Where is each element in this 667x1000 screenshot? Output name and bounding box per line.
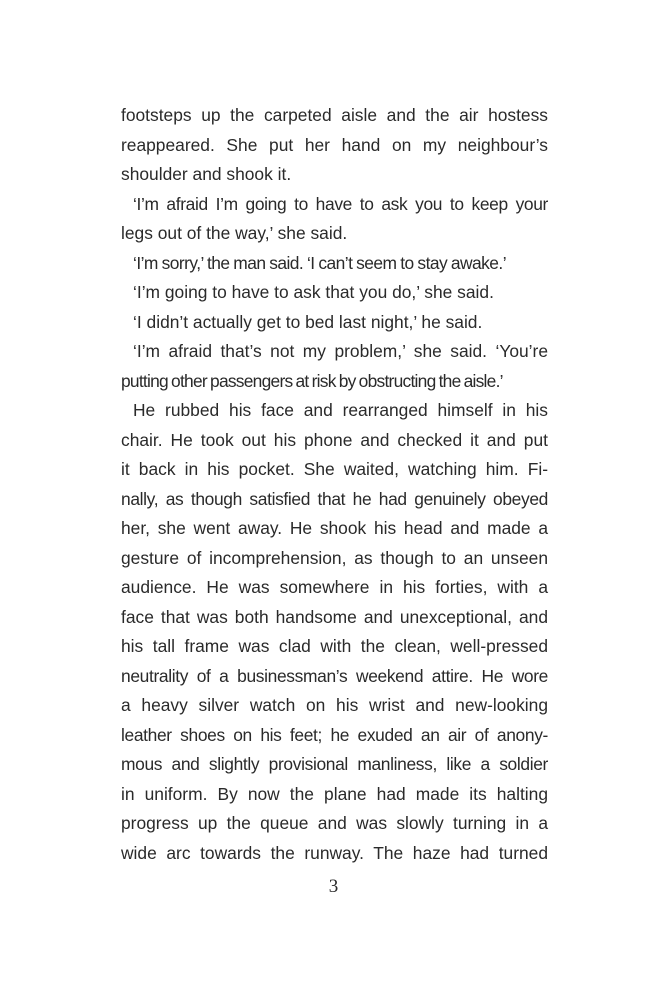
text-line: ‘I’m afraid that’s not my problem,’ she said. ‘You’re xyxy=(133,341,548,361)
text-line: his tall frame was clad with the clean, well-pressed xyxy=(121,636,548,656)
text-line: chair. He took out his phone and checked it and put xyxy=(121,429,548,450)
text-line: nally, as though satisfied that he had genuinely obeyed xyxy=(121,488,548,509)
text-line: it back in his pocket. She waited, watching him. Fi- xyxy=(121,459,548,479)
text-line: audience. He was somewhere in his forties, with a xyxy=(121,577,548,597)
text-line: He rubbed his face and rearranged himself in his xyxy=(133,400,548,420)
text-line: ‘I’m afraid I’m going to have to ask you to keep your xyxy=(133,193,548,214)
text-line: progress up the queue and was slowly turning in a xyxy=(121,813,548,833)
text-line: her, she went away. He shook his head and made a xyxy=(121,518,548,538)
text-line: ‘I’m sorry,’ the man said. ‘I can’t seem to stay awake.’ xyxy=(133,252,507,273)
text-line: ‘I didn’t actually get to bed last night,’ he said. xyxy=(133,311,483,332)
text-line: neutrality of a businessman’s weekend attire. He wore xyxy=(121,665,548,686)
text-line: shoulder and shook it. xyxy=(121,164,292,184)
text-line: in uniform. By now the plane had made its halting xyxy=(121,783,548,804)
text-line: footsteps up the carpeted aisle and the air hostess xyxy=(121,105,548,125)
text-line: ‘I’m going to have to ask that you do,’ she said. xyxy=(133,282,494,302)
body-text xyxy=(121,101,548,868)
page-number: 3 xyxy=(328,876,339,897)
text-line: gesture of incomprehension, as though to an unseen xyxy=(121,547,548,568)
text-line: a heavy silver watch on his wrist and new-looking xyxy=(121,695,548,715)
text-line: putting other passengers at risk by obstructing the aisle.’ xyxy=(121,370,503,391)
text-line: face that was both handsome and unexceptional, and xyxy=(121,606,548,627)
text-line: leather shoes on his feet; he exuded an air of anony- xyxy=(121,724,548,745)
text-line: wide arc towards the runway. The haze had turned xyxy=(121,842,548,863)
text-line: mous and slightly provisional manliness, like a soldier xyxy=(121,754,548,774)
text-line: reappeared. She put her hand on my neighbour’s xyxy=(121,134,548,155)
text-line: legs out of the way,’ she said. xyxy=(121,223,348,243)
